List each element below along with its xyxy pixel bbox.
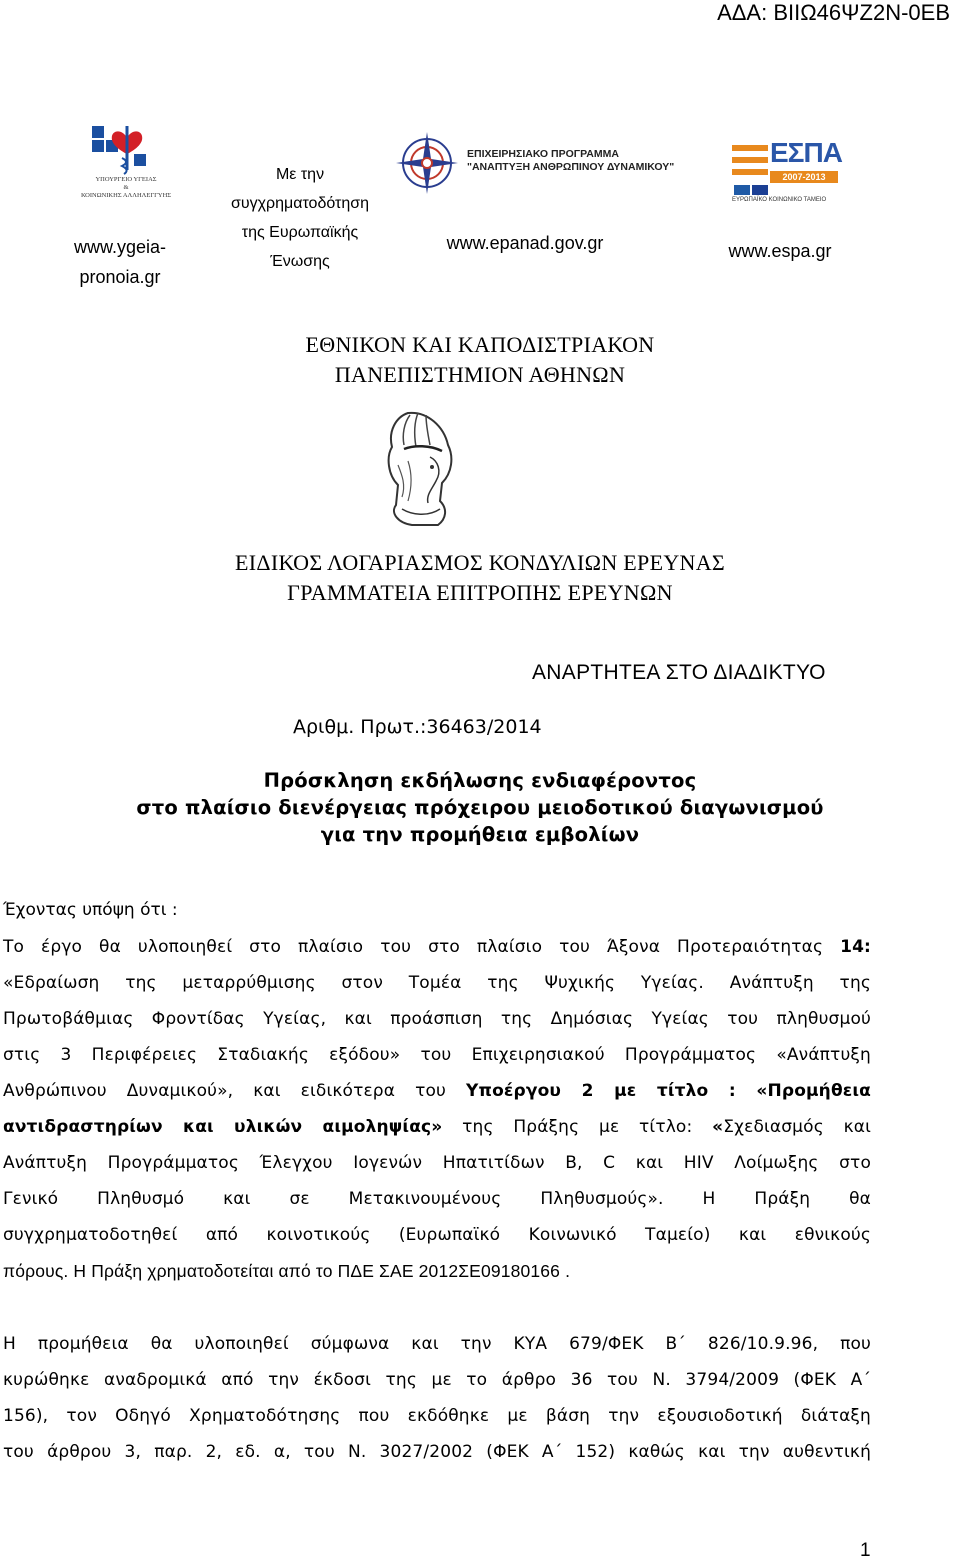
paragraph-line [3,929,871,965]
compass-star-icon [392,128,462,198]
special-account-line1: ΕΙΔΙΚΟΣ ΛΟΓΑΡΙΑΣΜΟΣ ΚΟΝΔΥΛΙΩΝ ΕΡΕΥΝΑΣ [235,550,725,575]
espa-title: ΕΣΠΑ [770,137,842,168]
paragraph-line: πόρους. Η Πράξη χρηματοδοτείται από το ΠΔΕ ΣΑΕ 2012ΣΕ09180166 . [3,1261,571,1281]
ministry-emblem-text-2: & [123,184,129,191]
cofunding-line: συγχρηματοδότηση [230,195,370,212]
paragraph-line: στις 3 Περιφέρειες Σταδιακής εξόδου» του Επιχειρησιακού Προγράμματος «Ανάπτυξη [3,1045,871,1065]
espa-stripe [732,145,768,151]
paragraph-line: Γενικό Πληθυσμό και σε Μετακινουμένους Πληθυσμούς». Η Πράξη θα [3,1189,871,1209]
page-number: 1 [860,1540,871,1561]
paragraph-line: 156), τον Οδηγό Χρηματοδότησης που εκδόθηκε με βάση την εξουσιοδοτική διάταξη [3,1406,871,1426]
cofunding-line: Ένωσης [270,253,330,270]
greek-flag-icon [734,185,750,195]
cofunding-line: της Ευρωπαϊκής [241,224,359,241]
text-run: Σχεδιασμός και [723,1117,872,1137]
paragraph-line: Η προμήθεια θα υλοποιηθεί σύμφωνα και την ΚΥΑ 679/ΦΕΚ Β΄ 826/10.9.96, που [3,1334,871,1354]
bold-run: αντιδραστηρίων και υλικών αιμοληψίας» [3,1117,443,1137]
title-line3: για την προμήθεια εμβολίων [320,823,640,846]
text-run: Το έργο θα υλοποιηθεί στο πλαίσιο του στο πλαίσιο του Άξονα Προτεραιότητας [3,937,841,957]
espa-url: www.espa.gr [728,241,832,261]
posting-note: ΑΝΑΡΤΗΤΕΑ ΣΤΟ ΔΙΑΔΙΚΤΥΟ [532,661,826,684]
paragraph-line: του άρθρου 3, παρ. 2, εδ. α, του Ν. 3027/2002 (ΦΕΚ Α΄ 152) καθώς και την αυθεντική [3,1442,871,1462]
bold-run: Υποέργου 2 με τίτλο : «Προμήθεια [466,1081,871,1101]
text-run: της Πράξης με τίτλο: [442,1117,713,1137]
bold-run: « [712,1117,724,1137]
cofunding-text [210,160,390,276]
title-line2: στο πλαίσιο διενέργειας πρόχειρου μειοδοτικού διαγωνισμού [136,796,824,819]
ministry-url-line1: www.ygeia- [73,237,167,257]
university-name-line2: ΠΑΝΕΠΙΣΤΗΜΙΟΝ ΑΘΗΝΩΝ [334,362,626,387]
espa-logo [732,135,842,207]
paragraph-line [3,1073,871,1109]
paragraph-line: κυρώθηκε αναδρομικά από την έκδοσι της με το άρθρο 36 του Ν. 3794/2009 (ΦΕΚ Α΄ [3,1370,871,1390]
ada-code: ΑΔΑ: ΒΙΙΩ46ΨΖ2Ν-0ΕΒ [717,0,950,25]
intro-line: Έχοντας υπόψη ότι : [3,900,178,920]
espa-stripe [732,169,768,175]
epanad-url: www.epanad.gov.gr [446,233,604,253]
epanad-emblem-line1: ΕΠΙΧΕΙΡΗΣΙΑΚΟ ΠΡΟΓΡΑΜΜΑ [467,148,619,160]
espa-years: 2007-2013 [770,171,838,183]
paragraph-line: συγχρηματοδοτηθεί από κοινοτικούς (Ευρωπαϊκό Κοινωνικό Ταμείο) και εθνικούς [3,1225,871,1245]
epanad-logo [392,128,675,198]
protocol-number: Αριθμ. Πρωτ.:36463/2014 [293,716,542,738]
athena-head-icon [368,405,478,537]
espa-caption: ΕΥΡΩΠΑΪΚΟ ΚΟΙΝΩΝΙΚΟ ΤΑΜΕΙΟ [732,197,827,203]
ministry-emblem-text-1: ΥΠΟΥΡΓΕΙΟ ΥΓΕΙΑΣ [95,176,157,183]
paragraph-line: Πρωτοβάθμιας Φροντίδας Υγείας, και προάσπιση της Δημόσιας Υγείας του πληθυσμού [3,1009,871,1029]
paragraph-1 [3,929,871,1289]
title-line1: Πρόσκληση εκδήλωσης ενδιαφέροντος [263,769,697,792]
paragraph-line [3,1109,871,1145]
paragraph-2 [3,1326,871,1470]
ministry-url-line2: pronoia.gr [79,267,161,287]
special-account-line2: ΓΡΑΜΜΑΤΕΙΑ ΕΠΙΤΡΟΠΗΣ ΕΡΕΥΝΩΝ [287,580,673,605]
cofunding-line: Με την [275,166,325,183]
eu-flag-icon [752,185,768,195]
paragraph-line: Ανάπτυξη Προγράμματος Έλεγχου Ιογενών Ηπατιτίδων Β, C και HIV Λοίμωξης στο [3,1153,871,1173]
espa-stripe [732,157,768,163]
ministry-logo [72,118,182,208]
text-run: Ανθρώπινου Δυναμικού», και ειδικότερα του [3,1081,467,1101]
bold-run: 14: [840,937,871,957]
athena-emblem [368,405,478,537]
ministry-emblem-text-3: ΚΟΙΝΩΝΙΚΗΣ ΑΛΛΗΛΕΓΓΥΗΣ [80,192,172,199]
university-name-line1: ΕΘΝΙΚΟΝ ΚΑΙ ΚΑΠΟΔΙΣΤΡΙΑΚΟΝ [305,332,655,357]
paragraph-line: «Εδραίωση της μεταρρύθμισης στον Τομέα της Ψυχικής Υγείας. Ανάπτυξη της [3,973,871,993]
epanad-emblem-line2: "ΑΝΑΠΤΥΞΗ ΑΝΘΡΩΠΙΝΟΥ ΔΥΝΑΜΙΚΟΥ" [467,161,675,173]
